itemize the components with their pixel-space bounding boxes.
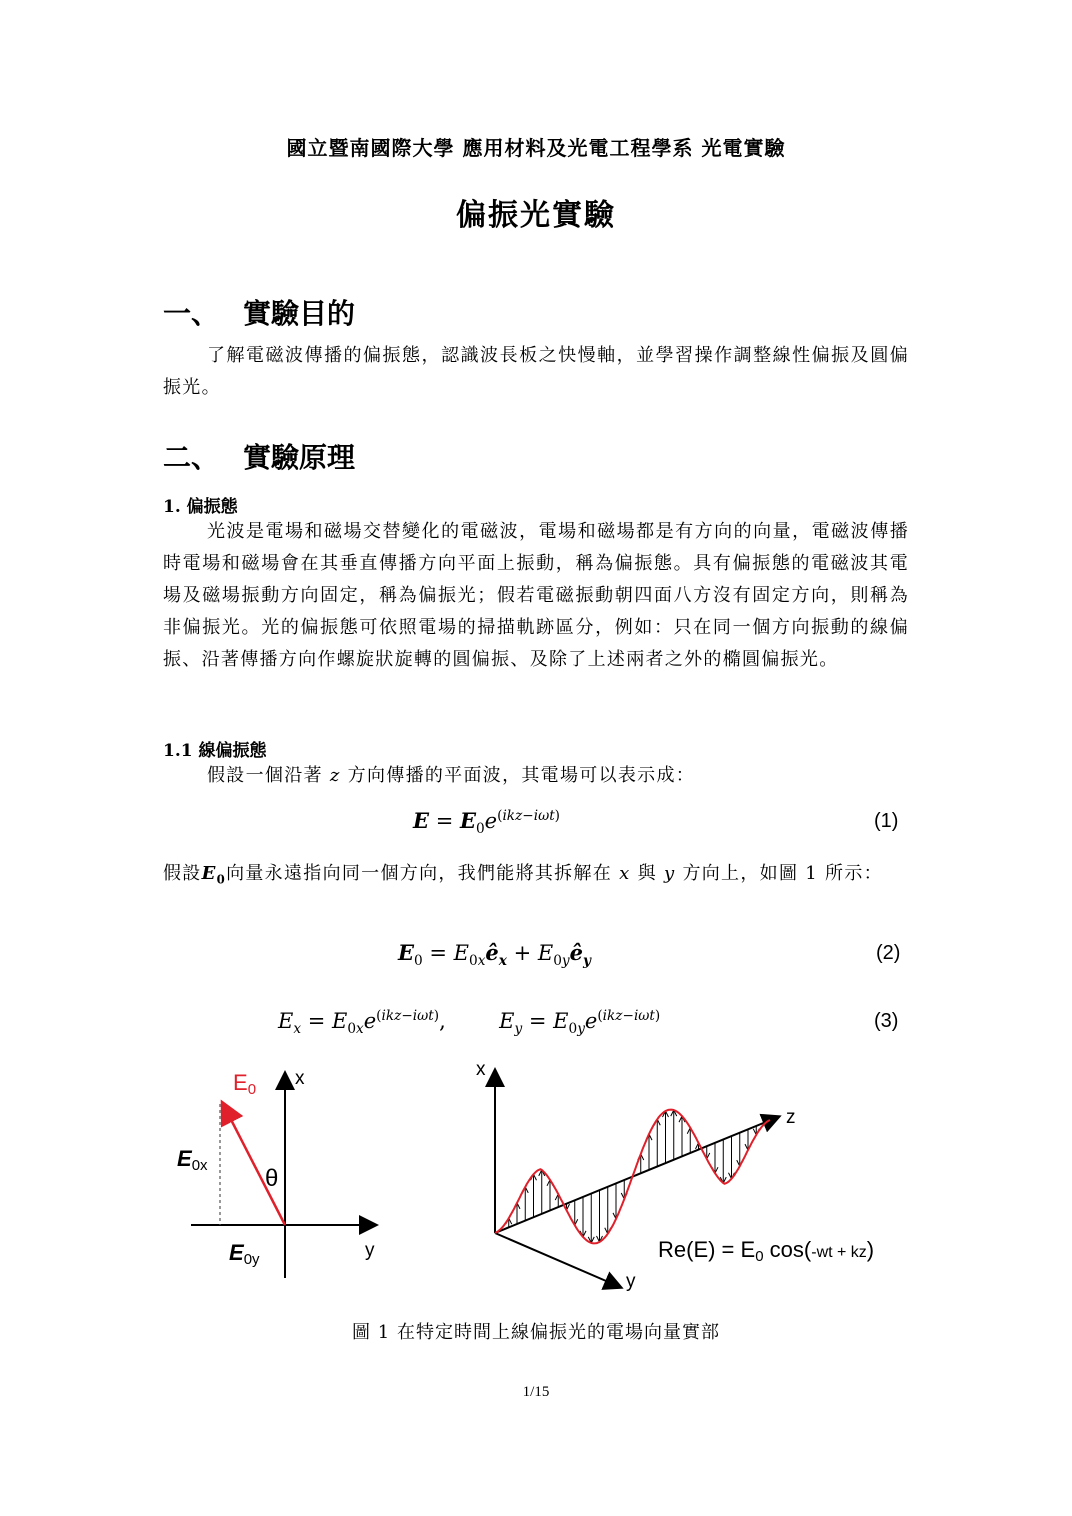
section-2-number: 二、 — [163, 441, 220, 474]
vector-decomposition-diagram — [165, 1060, 405, 1290]
section-1-number: 一、 — [163, 297, 220, 330]
equation-1: $E = E_0e^{(ikz-i\omega t)}$ — [413, 808, 560, 838]
x-axis-label: x — [295, 1068, 305, 1089]
equation-2: $E_0$ = $E_{0x}ê_x$ + $E_{0y}ê_y$ — [398, 940, 591, 970]
y-axis-label: y — [365, 1240, 375, 1261]
linear-wave-diagram — [470, 1055, 900, 1295]
section-2-heading — [163, 436, 355, 476]
section-1-title: 實驗目的 — [243, 297, 356, 330]
section-2-title: 實驗原理 — [243, 441, 356, 474]
equation-1-number: (1) — [874, 810, 899, 832]
equation-2-number: (2) — [876, 942, 901, 964]
decomposition-paragraph: 假設$E_0$向量永遠指向同一個方向，我們能將其拆解在 x 與 y 方向上，如圖 1 所示： — [163, 863, 883, 887]
section-1-paragraph: 了解電磁波傳播的偏振態，認識波長板之快慢軸，並學習操作調整線性偏振及圓偏振光。 — [163, 345, 909, 398]
e0-label: E0 — [233, 1070, 257, 1098]
theta-label: θ — [265, 1165, 279, 1192]
figure-caption: 圖 1 在特定時間上線偏振光的電場向量實部 — [352, 1322, 720, 1343]
subsection-1-paragraph: 光波是電場和磁場交替變化的電磁波，電場和磁場都是有方向的向量，電磁波傳播時電場和磁場會在其垂直傳播方向平面上振動，稱為偏振態。具有偏振態的電磁波其電場及磁場振動方向固定，稱為偏振光；假若電磁振動朝四面八方沒有固定方向，則稱為非偏振光。光的偏振態可依照電場的掃描軌跡區分，例如：只在同一個方向振動的線偏振、沿著傳播方向作螺旋狀旋轉的圓偏振、及除了上述兩者之外的橢圓偏振光。 — [163, 521, 909, 670]
wave-z-label: z — [786, 1107, 796, 1128]
subsection-1-1-heading: 1.1 線偏振態 — [163, 741, 267, 761]
wave-formula: Re(E) = E0 cos(-wt + kz) — [658, 1237, 875, 1265]
e0y-label: E0y — [229, 1240, 260, 1268]
subsection-1-heading: 1. 偏振態 — [163, 497, 238, 517]
e0x-label: E0x — [177, 1146, 208, 1174]
subsection-1-1-intro: 假設一個沿著 z 方向傳播的平面波，其電場可以表示成： — [207, 765, 696, 786]
page-number: 1/15 — [522, 1384, 550, 1400]
wave-y-label: y — [626, 1271, 636, 1292]
document-title: 偏振光實驗 — [456, 198, 616, 233]
wave-x-label: x — [476, 1059, 486, 1080]
document-header: 國立暨南國際大學 應用材料及光電工程學系 光電實驗 — [286, 136, 786, 160]
equation-3: $E_x = E_{0x}e^{(ikz-i\omega t)}$, $E_y = E_{0y}e^{(ikz-i\omega t)}$ — [278, 1008, 661, 1038]
equation-3-number: (3) — [874, 1010, 899, 1032]
wave-curve — [495, 1110, 770, 1244]
section-1-heading — [163, 292, 355, 332]
